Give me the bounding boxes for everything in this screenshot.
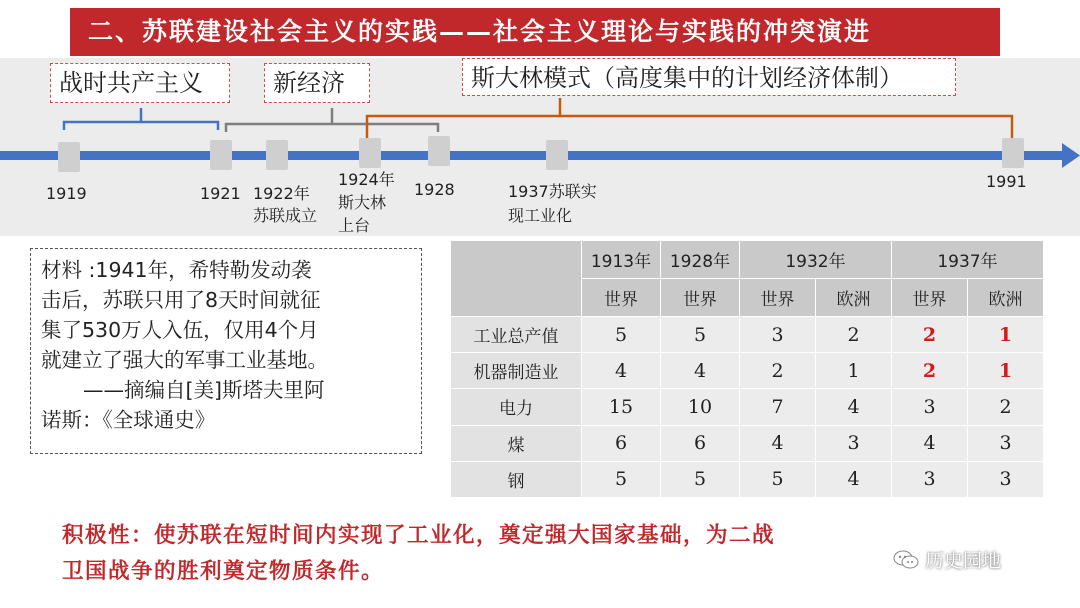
row-label: 机器制造业 — [451, 353, 582, 389]
cell: 4 — [582, 353, 661, 389]
row-label: 电力 — [451, 389, 582, 425]
nep-bracket — [226, 108, 438, 132]
cell: 4 — [740, 425, 816, 461]
watermark — [893, 546, 1001, 573]
cell: 7 — [740, 389, 816, 425]
row-label: 钢 — [451, 461, 582, 497]
cell: 10 — [661, 389, 740, 425]
col-year: 1937年 — [892, 241, 1044, 279]
table-row — [451, 461, 1044, 497]
event-1937: 现工业化 — [508, 206, 573, 225]
col-sub: 欧洲 — [816, 279, 892, 317]
cell: 2 — [816, 317, 892, 353]
material-line: 击后，苏联只用了8天时间就征 — [41, 288, 321, 312]
year-1921: 1921 — [200, 184, 241, 203]
wechat-icon — [893, 550, 919, 570]
cell: 3 — [816, 425, 892, 461]
col-year: 1932年 — [740, 241, 892, 279]
cell: 3 — [892, 389, 968, 425]
table-row — [451, 353, 1044, 389]
cell: 5 — [661, 317, 740, 353]
cell: 5 — [582, 461, 661, 497]
conclusion-line: 积极性：使苏联在短时间内实现了工业化，奠定强大国家基础，为二战 — [62, 523, 776, 548]
node-1921 — [210, 140, 232, 170]
cell: 4 — [892, 425, 968, 461]
cell: 3 — [740, 317, 816, 353]
label-nep: 新经济 — [264, 63, 370, 103]
row-label: 煤 — [451, 425, 582, 461]
table-row — [451, 425, 1044, 461]
node-1924 — [359, 138, 381, 168]
watermark-text: 历史园地 — [925, 550, 1002, 572]
year-1919: 1919 — [46, 184, 87, 203]
row-label: 工业总产值 — [451, 317, 582, 353]
event-1924-line2: 上台 — [338, 216, 371, 235]
material-source: 诺斯：《全球通史》 — [41, 408, 216, 432]
cell: 3 — [968, 425, 1044, 461]
material-quote-box — [30, 248, 422, 454]
col-sub: 世界 — [740, 279, 816, 317]
cell: 2 — [968, 389, 1044, 425]
cell: 2 — [740, 353, 816, 389]
col-year: 1928年 — [661, 241, 740, 279]
year-1924: 1924年 — [338, 170, 395, 189]
col-sub: 欧洲 — [968, 279, 1044, 317]
node-1922 — [266, 140, 288, 170]
material-line: 集了530万人入伍，仅用4个月 — [41, 318, 319, 342]
col-year: 1913年 — [582, 241, 661, 279]
cell: 4 — [661, 353, 740, 389]
col-sub: 世界 — [892, 279, 968, 317]
cell-highlight: 2 — [892, 353, 968, 389]
cell: 4 — [816, 461, 892, 497]
cell: 1 — [816, 353, 892, 389]
cell: 4 — [816, 389, 892, 425]
timeline-arrowhead — [1062, 143, 1080, 168]
ranking-table — [450, 240, 1044, 498]
war-communism-bracket — [64, 108, 218, 130]
label-stalin-model: 斯大林模式（高度集中的计划经济体制） — [462, 58, 956, 96]
cell: 15 — [582, 389, 661, 425]
year-1928: 1928 — [414, 180, 455, 199]
timeline-graphic — [0, 96, 1080, 186]
timeline-axis — [0, 151, 1062, 160]
event-1924-line1: 斯大林 — [338, 193, 387, 212]
material-source: ——摘编自[美]斯塔夫里阿 — [83, 378, 325, 402]
col-sub: 世界 — [661, 279, 740, 317]
cell: 5 — [740, 461, 816, 497]
cell-highlight: 1 — [968, 353, 1044, 389]
col-sub: 世界 — [582, 279, 661, 317]
stalin-model-bracket — [367, 98, 1012, 138]
cell: 5 — [582, 317, 661, 353]
cell: 6 — [582, 425, 661, 461]
event-1922: 苏联成立 — [253, 206, 318, 225]
label-war-communism: 战时共产主义 — [50, 63, 230, 103]
year-1922: 1922年 — [253, 184, 310, 203]
cell-highlight: 2 — [892, 317, 968, 353]
cell: 3 — [892, 461, 968, 497]
table-row — [451, 389, 1044, 425]
cell-highlight: 1 — [968, 317, 1044, 353]
cell: 3 — [968, 461, 1044, 497]
page-title: 二、苏联建设社会主义的实践——社会主义理论与实践的冲突演进 — [70, 8, 1000, 56]
material-line: 材料 :1941年，希特勒发动袭 — [41, 258, 312, 282]
conclusion-line: 卫国战争的胜利奠定物质条件。 — [62, 559, 385, 584]
year-1937: 1937苏联实 — [508, 182, 597, 201]
node-1991 — [1002, 138, 1024, 168]
node-1928 — [428, 136, 450, 166]
table-row — [451, 317, 1044, 353]
table-corner — [451, 241, 582, 317]
cell: 5 — [661, 461, 740, 497]
year-1991: 1991 — [986, 172, 1027, 191]
cell: 6 — [661, 425, 740, 461]
material-line: 就建立了强大的军事工业基地。 — [41, 348, 328, 372]
node-1937 — [546, 140, 568, 170]
node-1919 — [58, 142, 80, 172]
